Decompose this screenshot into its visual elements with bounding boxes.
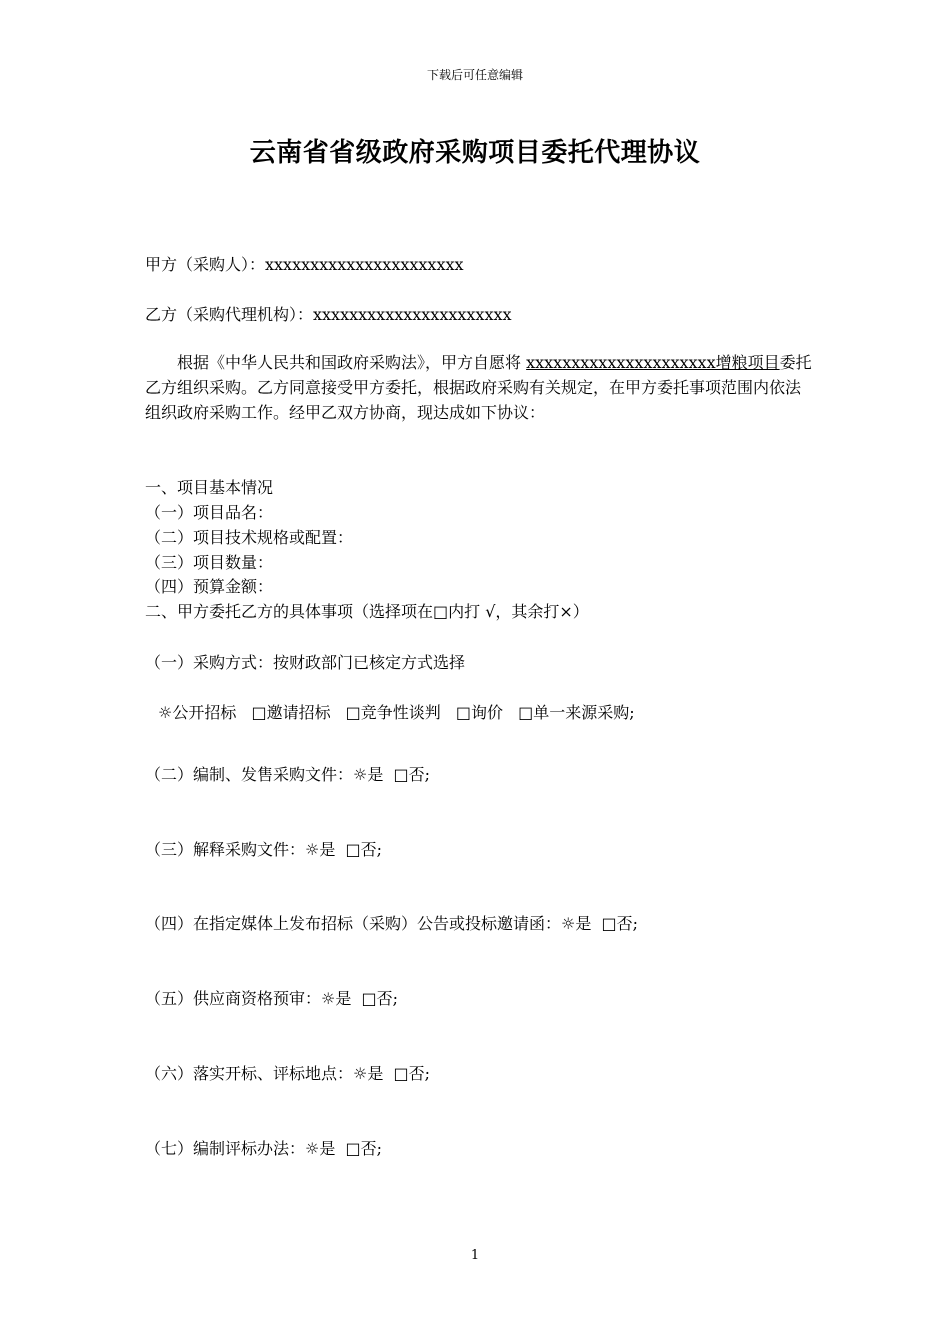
method-option-invited-tender[interactable]: □邀请招标 — [251, 703, 331, 722]
delegation-item-label: （四）在指定媒体上发布招标（采购）公告或投标邀请函： — [145, 914, 562, 933]
delegation-item — [145, 986, 398, 1009]
party-b-line: 乙方（采购代理机构）：xxxxxxxxxxxxxxxxxxxxxx — [145, 305, 512, 324]
yes-option[interactable]: ☼是 — [305, 840, 336, 859]
no-option[interactable]: □否; — [361, 989, 399, 1008]
page-number: 1 — [470, 1248, 480, 1263]
intro-project-name: xxxxxxxxxxxxxxxxxxxxx增粮项目 — [526, 353, 780, 372]
yes-option[interactable]: ☼是 — [321, 989, 352, 1008]
no-option[interactable]: □否; — [601, 914, 639, 933]
section1-heading: 一、项目基本情况 — [145, 478, 274, 497]
delegation-item-label: （二）编制、发售采购文件： — [145, 765, 354, 784]
yes-option[interactable]: ☼是 — [561, 914, 592, 933]
section1-item: （一）项目品名： — [145, 503, 274, 522]
procurement-method-label: （一）采购方式：按财政部门已核定方式选择 — [145, 653, 466, 672]
delegation-item-label: （三）解释采购文件： — [145, 840, 306, 859]
method-option-public-tender[interactable]: ☼公开招标 — [158, 703, 237, 722]
delegation-item — [145, 1061, 430, 1084]
intro-suffix: 委托乙方组织采购。乙方同意接受甲方委托，根据政府采购有关规定，在甲方委托事项范围内依法组织政府采购工作。经甲乙双方协商，现达成如下协议： — [145, 353, 812, 422]
delegation-item-label: （六）落实开标、评标地点： — [145, 1064, 354, 1083]
delegation-item-label: （七）编制评标办法： — [145, 1139, 306, 1158]
section1-item: （四）预算金额： — [145, 577, 274, 596]
no-option[interactable]: □否; — [393, 1064, 431, 1083]
method-option-competitive-negotiation[interactable]: □竞争性谈判 — [345, 703, 441, 722]
intro-prefix: 根据《中华人民共和国政府采购法》，甲方自愿将 — [177, 353, 522, 372]
document-title: 云南省省级政府采购项目委托代理协议 — [249, 138, 701, 168]
no-option[interactable]: □否; — [345, 1139, 383, 1158]
section1-item: （二）项目技术规格或配置： — [145, 528, 354, 547]
delegation-item — [145, 1136, 382, 1159]
no-option[interactable]: □否; — [393, 765, 431, 784]
delegation-item — [145, 837, 382, 860]
delegation-item-label: （五）供应商资格预审： — [145, 989, 322, 1008]
delegation-item — [145, 911, 638, 934]
yes-option[interactable]: ☼是 — [353, 1064, 384, 1083]
party-a-line: 甲方（采购人）：xxxxxxxxxxxxxxxxxxxxxx — [145, 255, 464, 274]
yes-option[interactable]: ☼是 — [305, 1139, 336, 1158]
page-header-note: 下载后可任意编辑 — [426, 68, 523, 82]
method-option-inquiry[interactable]: □询价 — [455, 703, 504, 722]
intro-paragraph — [145, 350, 813, 425]
section2-heading: 二、甲方委托乙方的具体事项（选择项在□内打 √，其余打×） — [145, 602, 589, 621]
delegation-item — [145, 762, 430, 785]
procurement-method-options — [158, 700, 645, 723]
yes-option[interactable]: ☼是 — [353, 765, 384, 784]
no-option[interactable]: □否; — [345, 840, 383, 859]
section1-item: （三）项目数量： — [145, 553, 274, 572]
method-option-single-source[interactable]: □单一来源采购; — [518, 703, 635, 722]
